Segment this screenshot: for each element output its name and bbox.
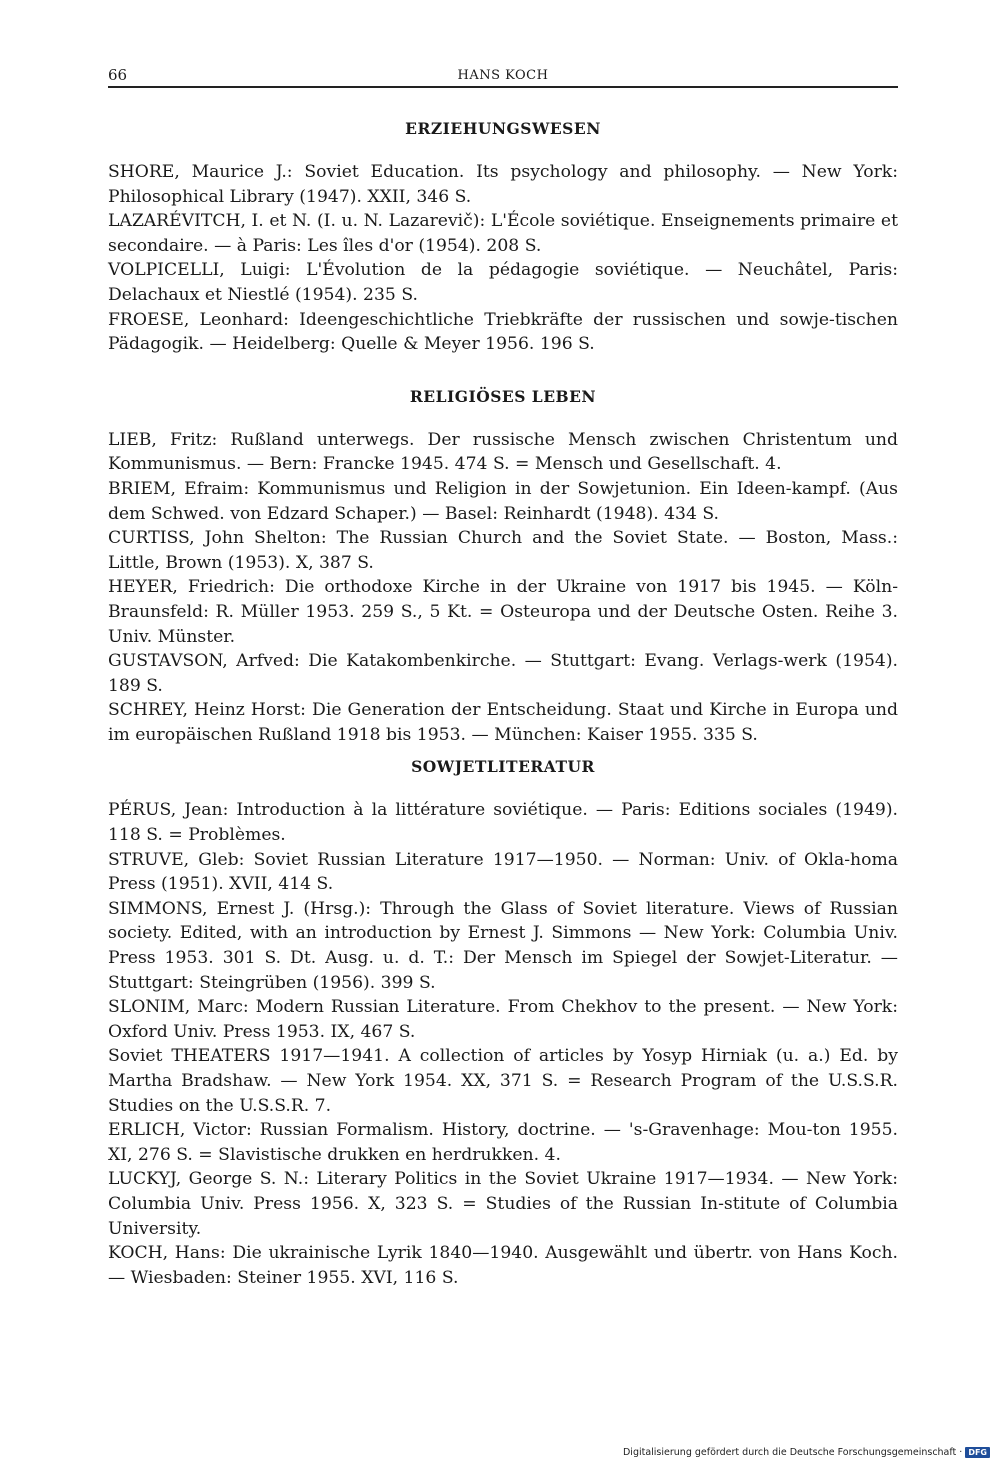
entries-erziehungswesen	[108, 160, 898, 357]
bibliography-entry: LIEB, Fritz: Rußland unterwegs. Der russische Mensch zwischen Christentum und Kommunismus. — Bern: Francke 1945. 474 S. = Mensch und Gesellschaft. 4.	[108, 429, 898, 475]
bibliography-entry: Soviet THEATERS 1917—1941. A collection of articles by Yosyp Hirniak (u. a.) Ed. by Martha Bradshaw. — New York 1954. XX, 371 S. = Research Program of the U.S.S.R. Studies on the U.S.S.R. 7.	[108, 1046, 898, 1116]
bibliography-entry: BRIEM, Efraim: Kommunismus und Religion in der Sowjetunion. Ein Ideen-kampf. (Aus dem Schwed. von Edzard Schaper.) — Basel: Reinhardt (1948). 434 S.	[108, 478, 898, 524]
dfg-logo-icon: DFG	[965, 1447, 990, 1458]
bibliography-entry: FROESE, Leonhard: Ideengeschichtliche Triebkräfte der russischen und sowje-tischen Pädagogik. — Heidelberg: Quelle & Meyer 1956. 196 S.	[108, 309, 898, 355]
running-title: HANS KOCH	[457, 68, 549, 83]
bibliography-entry: PÉRUS, Jean: Introduction à la littérature soviétique. — Paris: Editions sociales (1949). 118 S. = Problèmes.	[108, 800, 898, 846]
bibliography-entry: HEYER, Friedrich: Die orthodoxe Kirche in der Ukraine von 1917 bis 1945. — Köln-Braunsfeld: R. Müller 1953. 259 S., 5 Kt. = Osteuropa und der Deutsche Osten. Reihe 3. Univ. Münster.	[108, 577, 898, 647]
page	[108, 66, 898, 1290]
bibliography-entry: KOCH, Hans: Die ukrainische Lyrik 1840—1940. Ausgewählt und übertr. von Hans Koch. — Wiesbaden: Steiner 1955. XVI, 116 S.	[108, 1243, 898, 1288]
digitization-credit: Digitalisierung gefördert durch die Deutsche Forschungsgemeinschaft · DFG	[623, 1447, 990, 1458]
entries-sowjetliteratur	[108, 798, 898, 1290]
section-title-religioeses-leben: RELIGIÖSES LEBEN	[409, 386, 597, 406]
page-number: 66	[108, 66, 128, 84]
bibliography-entry: GUSTAVSON, Arfved: Die Katakombenkirche. — Stuttgart: Evang. Verlags-werk (1954). 189 S.	[108, 651, 898, 696]
bibliography-entry: CURTISS, John Shelton: The Russian Church and the Soviet State. — Boston, Mass.: Little, Brown (1953). X, 387 S.	[108, 528, 898, 573]
bibliography-entry: ERLICH, Victor: Russian Formalism. History, doctrine. — 's-Gravenhage: Mou-ton 1955. XI, 276 S. = Slavistische drukken en herdrukken. 4.	[108, 1120, 898, 1165]
bibliography-entry: STRUVE, Gleb: Soviet Russian Literature 1917—1950. — Norman: Univ. of Okla-homa Press (1951). XVII, 414 S.	[108, 849, 898, 895]
page-header	[108, 66, 898, 88]
bibliography-entry: SHORE, Maurice J.: Soviet Education. Its psychology and philosophy. — New York: Philosophical Library (1947). XXII, 346 S.	[108, 162, 898, 207]
section-title-sowjetliteratur: SOWJETLITERATUR	[411, 757, 595, 777]
bibliography-entry: SLONIM, Marc: Modern Russian Literature. From Chekhov to the present. — New York: Oxford Univ. Press 1953. IX, 467 S.	[108, 997, 898, 1042]
bibliography-entry: LUCKYJ, George S. N.: Literary Politics in the Soviet Ukraine 1917—1934. — New York: Columbia Univ. Press 1956. X, 323 S. = Studies of the Russian In-stitute of Columbia University.	[108, 1169, 898, 1239]
entries-religioeses-leben	[108, 428, 898, 748]
bibliography-entry: VOLPICELLI, Luigi: L'Évolution de la pédagogie soviétique. — Neuchâtel, Paris: Delachaux et Niestlé (1954). 235 S.	[108, 260, 898, 305]
bibliography-entry: SCHREY, Heinz Horst: Die Generation der Entscheidung. Staat und Kirche in Europa und im europäischen Rußland 1918 bis 1953. — München: Kaiser 1955. 335 S.	[108, 700, 898, 745]
section-title-erziehungswesen: ERZIEHUNGSWESEN	[405, 119, 601, 138]
bibliography-entry: SIMMONS, Ernest J. (Hrsg.): Through the Glass of Soviet literature. Views of Russian society. Edited, with an introduction by Ernest J. Simmons — New York: Columbia Univ. Press 1953. 301 S. Dt. Ausg. u. d. T.: Der Mensch im Spiegel der Sowjet-Literatur. — Stuttgart: Steingrüben (1956). 399 S.	[108, 898, 898, 993]
bibliography-entry: LAZARÉVITCH, I. et N. (I. u. N. Lazarevič): L'École soviétique. Enseignements primaire et secondaire. — à Paris: Les îles d'or (1954). 208 S.	[108, 211, 898, 256]
credit-text: Digitalisierung gefördert durch die Deutsche Forschungsgemeinschaft	[622, 1447, 957, 1458]
